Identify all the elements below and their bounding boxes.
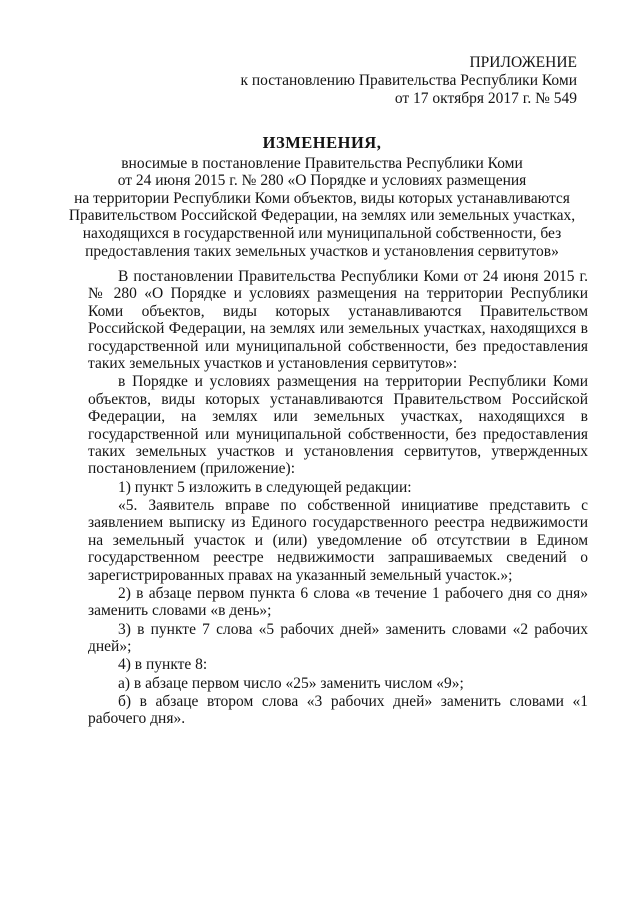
appendix-label: ПРИЛОЖЕНИЕ (469, 54, 577, 71)
paragraph-item-4: 4) в пункте 8: (118, 656, 208, 674)
appendix-block (240, 54, 577, 108)
paragraph-item-2: 2) в абзаце первом пункта 6 слова «в течение 1 рабочего дня со дня» заменить словами «в день»; (88, 584, 588, 620)
paragraph-item-4b: б) в абзаце втором слова «3 рабочих дней» заменить словами «1 рабочего дня». (88, 692, 588, 728)
document-heading: ИЗМЕНЕНИЯ, (262, 133, 382, 152)
appendix-date: от 17 октября 2017 г. № 549 (394, 90, 577, 107)
paragraph-item-1: 1) пункт 5 изложить в следующей редакции: (118, 478, 412, 496)
subtitle-line: находящихся в государственной или муниципальной собственности, без (82, 224, 562, 242)
paragraph-intro: В постановлении Правительства Республики Коми от 24 июня 2015 г. № 280 «О Порядке и условиях размещения на территории Республики Коми объектов, виды которых устанавливаются Правительством Российской Федерации, на землях или земельных участках, находящихся в государственной или муниципальной собственности, без предоставления таких земельных участков и установления сервитутов»: (88, 268, 588, 373)
paragraph-order: в Порядке и условиях размещения на территории Республики Коми объектов, виды которых устанавливаются Правительством Российской Федерации, на землях или земельных участках, находящихся в государственной или муниципальной собственности, без предоставления таких земельных участков и установления сервитутов, утвержденных постановлением (приложение): (88, 373, 588, 478)
subtitle-line: Правительством Российской Федерации, на землях или земельных участках, (68, 207, 576, 225)
title-block (60, 134, 584, 260)
document-body (88, 268, 588, 729)
paragraph-item-3: 3) в пункте 7 слова «5 рабочих дней» заменить словами «2 рабочих дней»; (88, 620, 588, 655)
appendix-reference: к постановлению Правительства Республики Коми (240, 72, 577, 89)
subtitle-line: предоставления таких земельных участков и установления сервитутов» (85, 242, 559, 260)
paragraph-item-4a: а) в абзаце первом число «25» заменить числом «9»; (118, 674, 464, 692)
subtitle-line: вносимые в постановление Правительства Республики Коми (121, 154, 523, 172)
subtitle-line: от 24 июня 2015 г. № 280 «О Порядке и условиях размещения (117, 172, 527, 190)
subtitle-line: на территории Республики Коми объектов, виды которых устанавливаются (74, 189, 570, 207)
paragraph-item-1-text: «5. Заявитель вправе по собственной инициативе представить с заявлением выписку из Единого государственного реестра недвижимости на земельный участок и (или) уведомление об отсутствии в Едином государственном реестре недвижимости запрашиваемых сведений о зарегистрированных правах на указанный земельный участок.»; (88, 496, 588, 584)
